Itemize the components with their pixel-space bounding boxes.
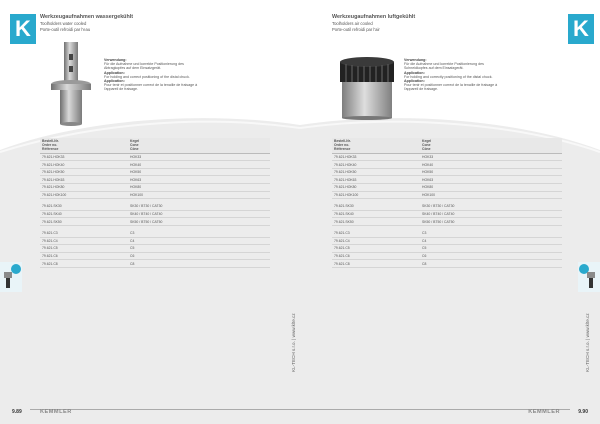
- table-header: [40, 138, 270, 154]
- page-subtitle-en: Toolholders water cooled: [40, 21, 87, 26]
- table-row: 79.621.HOK33 HOK33: [332, 154, 562, 162]
- brand-logo: K: [568, 14, 594, 44]
- usage-text-de: Für die Aufnahme und korrekte Positionierung des Abtragkopfes auf dem Einsatzgerät.: [104, 62, 184, 71]
- table-row: 79.621.C4 C4: [40, 238, 270, 246]
- usage-text-en: For holding and correctly positioning of the distal chuck.: [404, 74, 493, 79]
- table-row: 79.621.C5 C5: [332, 245, 562, 253]
- table-group-hok: [40, 154, 270, 200]
- side-text-right: KL-TECH s.r.o. | www.klte.cz: [585, 313, 590, 372]
- header-cone-en: Cone: [130, 143, 139, 148]
- header-cone-de: Kegel: [130, 139, 140, 143]
- table-row: 79.621.SK40 SK40 / BT40 / CAT40: [40, 211, 270, 219]
- table-group-sk: [332, 203, 562, 226]
- section-thumbnail-icon: [578, 262, 600, 292]
- table-row: 79.621.HOK50 HOK50: [332, 169, 562, 177]
- page-subtitle-fr: Porte-outil refroidi par l'eau: [40, 27, 91, 32]
- table-row: 79.621.SK30 SK30 / BT30 / CAT30: [332, 203, 562, 211]
- table-row: 79.621.HOK33 HOK33: [40, 154, 270, 162]
- table-row: 79.621.HOK50 HOK50: [40, 169, 270, 177]
- table-row: 79.621.C8 C8: [332, 260, 562, 268]
- usage-heading-en: Application:: [404, 70, 425, 75]
- product-table: [332, 138, 562, 268]
- table-row: 79.621.C3 C3: [332, 230, 562, 238]
- header-cone-en: Cone: [422, 143, 431, 148]
- table-row: 79.621.HOK100 HOK100: [40, 192, 270, 200]
- header-cone-de: Kegel: [422, 139, 432, 143]
- brand-name: KEMMLER: [40, 409, 72, 415]
- water-cooled-toolholder-image: [48, 40, 98, 130]
- table-group-sk: [40, 203, 270, 226]
- usage-text-en: For holding and correct positioning of the distal chuck.: [104, 74, 190, 79]
- product-table: [40, 138, 270, 268]
- page-number: 9.89: [12, 409, 22, 415]
- table-row: 79.621.C5 C5: [40, 245, 270, 253]
- page-number: 9.90: [578, 409, 588, 415]
- table-row: 79.621.SK50 SK50 / BT50 / CAT50: [332, 218, 562, 226]
- table-row: 79.621.C6 C6: [332, 253, 562, 261]
- usage-text-de: Für die Aufnahme und korrekte Positionierung des Schneidkopfes auf dem Einsatzgerät.: [404, 62, 484, 71]
- section-thumbnail-icon: [0, 262, 22, 292]
- table-row: 79.621.SK30 SK30 / BT30 / CAT30: [40, 203, 270, 211]
- header-order-no-fr: Référence: [42, 147, 59, 152]
- page-title: Werkzeugaufnahmen wassergekühlt: [40, 14, 134, 20]
- usage-heading-en: Application:: [104, 70, 125, 75]
- table-row: 79.621.HOK80 HOK80: [40, 184, 270, 192]
- table-row: 79.621.HOK80 HOK80: [332, 184, 562, 192]
- table-row: 79.621.HOK40 HOK40: [332, 161, 562, 169]
- table-row: 79.621.HOK40 HOK40: [40, 161, 270, 169]
- header-cone-fr: Cône: [422, 147, 431, 152]
- table-group-c: [332, 230, 562, 268]
- table-row: 79.621.C3 C3: [40, 230, 270, 238]
- usage-heading-de: Verwendung:: [404, 58, 427, 62]
- usage-description: [104, 58, 199, 92]
- table-row: 79.621.SK40 SK40 / BT40 / CAT40: [332, 211, 562, 219]
- table-header: [332, 138, 562, 154]
- side-text-center: KL-TECH s.r.o. | www.klte.cz: [291, 313, 296, 372]
- brand-name: KEMMLER: [528, 409, 560, 415]
- page-subtitle-en: Toolholders air cooled: [332, 21, 373, 26]
- page-title: Werkzeugaufnahmen luftgekühlt: [332, 14, 416, 20]
- usage-description: [404, 58, 499, 92]
- usage-heading-fr: Application:: [404, 79, 425, 84]
- right-page: [300, 0, 600, 424]
- air-cooled-toolholder-image: [336, 56, 398, 120]
- table-row: 79.621.C8 C8: [40, 260, 270, 268]
- usage-text-fr: Pour tenir et positionner correct de la tenaille de fraisage à l'appareil de fraisage.: [104, 83, 198, 92]
- table-group-c: [40, 230, 270, 268]
- brand-logo: K: [10, 14, 36, 44]
- page-subtitle-fr: Porte-outil refroidi par l'air: [332, 27, 380, 32]
- usage-heading-fr: Application:: [104, 79, 125, 84]
- header-order-no-fr: Référence: [334, 147, 351, 152]
- usage-heading-de: Verwendung:: [104, 58, 127, 62]
- table-row: 79.621.C4 C4: [332, 238, 562, 246]
- table-row: 79.621.HOK63 HOK63: [332, 176, 562, 184]
- header-order-no-en: Order no.: [42, 143, 58, 148]
- table-row: 79.621.HOK100 HOK100: [332, 192, 562, 200]
- header-order-no-de: Bestell-Nr.: [334, 139, 351, 143]
- header-order-no-en: Order no.: [334, 143, 350, 148]
- table-row: 79.621.HOK63 HOK63: [40, 176, 270, 184]
- header-order-no-de: Bestell-Nr.: [42, 139, 59, 143]
- header-cone-fr: Cône: [130, 147, 139, 152]
- table-row: 79.621.C6 C6: [40, 253, 270, 261]
- table-group-hok: [332, 154, 562, 200]
- table-row: 79.621.SK50 SK50 / BT50 / CAT50: [40, 218, 270, 226]
- usage-text-fr: Pour tenir et positionner correct de la tenaille de fraisage à l'appareil de fraisage.: [404, 83, 498, 92]
